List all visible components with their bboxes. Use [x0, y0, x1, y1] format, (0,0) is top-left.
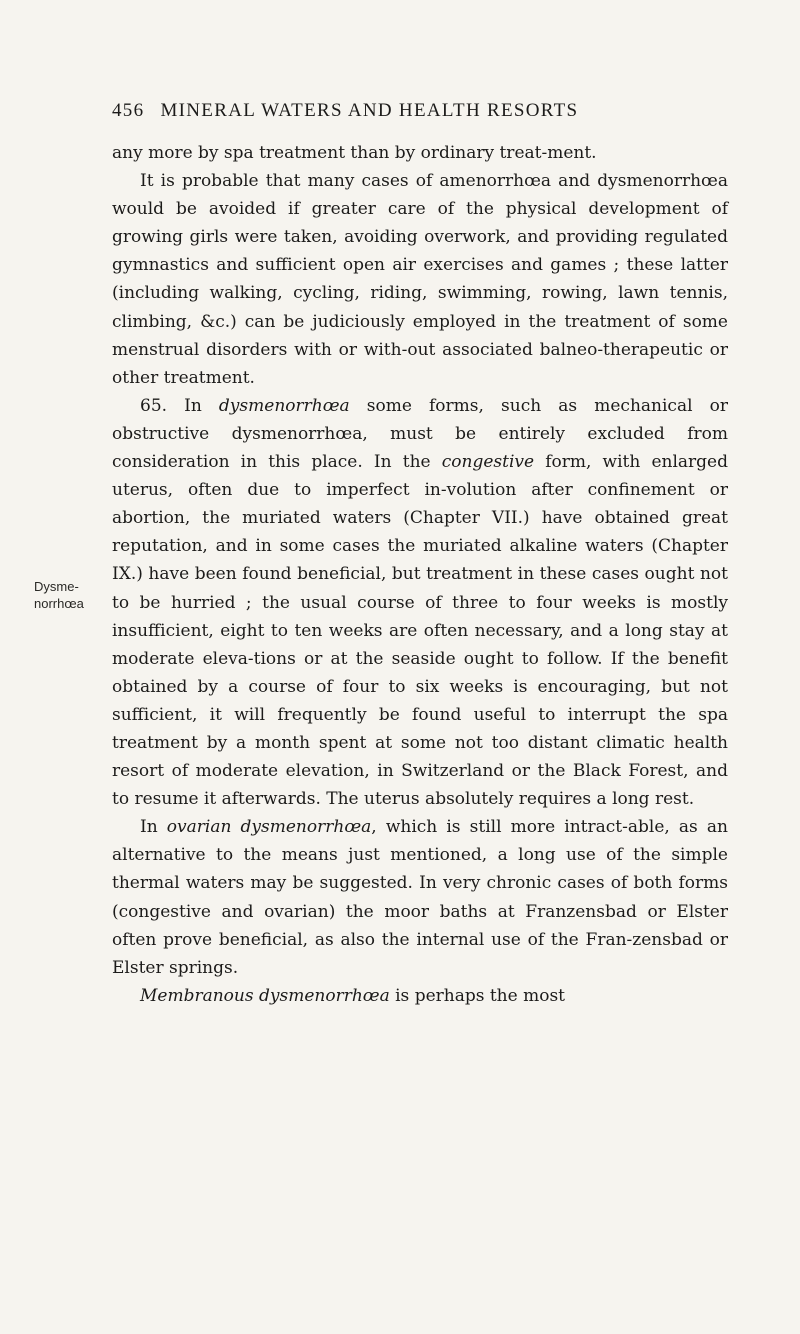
text-run: , which is still more intract-able, as an alternative to the means just mentioned, a long use of the simple thermal waters may be suggested. In very chronic cases of both forms (congestive and ovarian) the moor baths at Franzensbad or Elster often prove beneficial, as also the internal use of the Fran-zensbad or Elster springs. — [112, 817, 728, 978]
page-header — [112, 100, 732, 122]
margin-note-line: norrhœa — [34, 596, 84, 611]
text-run: is perhaps the most — [389, 985, 566, 1006]
running-title: MINERAL WATERS AND HEALTH RESORTS — [160, 100, 579, 121]
italic-term: congestive — [441, 452, 535, 473]
paragraph-5 — [112, 982, 728, 1010]
italic-term: Membranous dysmenorrhœa — [140, 985, 390, 1006]
page-number: 456 — [112, 100, 145, 121]
text-run: In — [140, 817, 167, 838]
italic-term: ovarian dysmenorrhœa — [166, 817, 372, 838]
paragraph-4 — [112, 813, 728, 982]
margin-note-line: Dysme- — [34, 579, 79, 594]
italic-term: dysmenorrhœa — [218, 395, 350, 416]
body-text — [112, 139, 728, 1010]
text-run: form, with enlarged uterus, often due to imperfect in-volution after confinement or abortion, the muriated waters (Chapter VII.) have obtained great reputation, and in some cases the muriated alkaline waters (Chapter IX.) have been found beneficial, but treatment in these cases ought not to be hurried ; the usual course of three to four weeks is mostly insufficient, eight to ten weeks are often necessary, and a long stay at moderate eleva-tions or at the seaside ought to follow. If the benefit obtained by a course of four to six weeks is encouraging, but not sufficient, it will frequently be found useful to interrupt the spa treatment by a month spent at some not too distant climatic health resort of moderate elevation, in Switzerland or the Black Forest, and to resume it afterwards. The uterus absolutely requires a long rest. — [112, 452, 728, 810]
paragraph-2: It is probable that many cases of amenorrhœa and dysmenorrhœa would be avoided if greater care of the physical development of growing girls were taken, avoiding overwork, and providing regulated gymnastics and sufficient open air exercises and games ; these latter (including walking, cycling, riding, swimming, rowing, lawn tennis, climbing, &c.) can be judiciously employed in the treatment of some menstrual disorders with or with-out associated balneo-therapeutic or other treatment. — [112, 171, 728, 388]
paragraph-3 — [112, 392, 728, 813]
text-run: 65. In — [140, 395, 219, 416]
paragraph-1: any more by spa treatment than by ordinary treat-ment. — [112, 143, 597, 163]
text-run: some forms, such as mechanical or obstructive dysmenorrhœa, must be entirely excluded from consideration in this place. In the — [112, 395, 728, 473]
margin-note — [34, 578, 100, 612]
